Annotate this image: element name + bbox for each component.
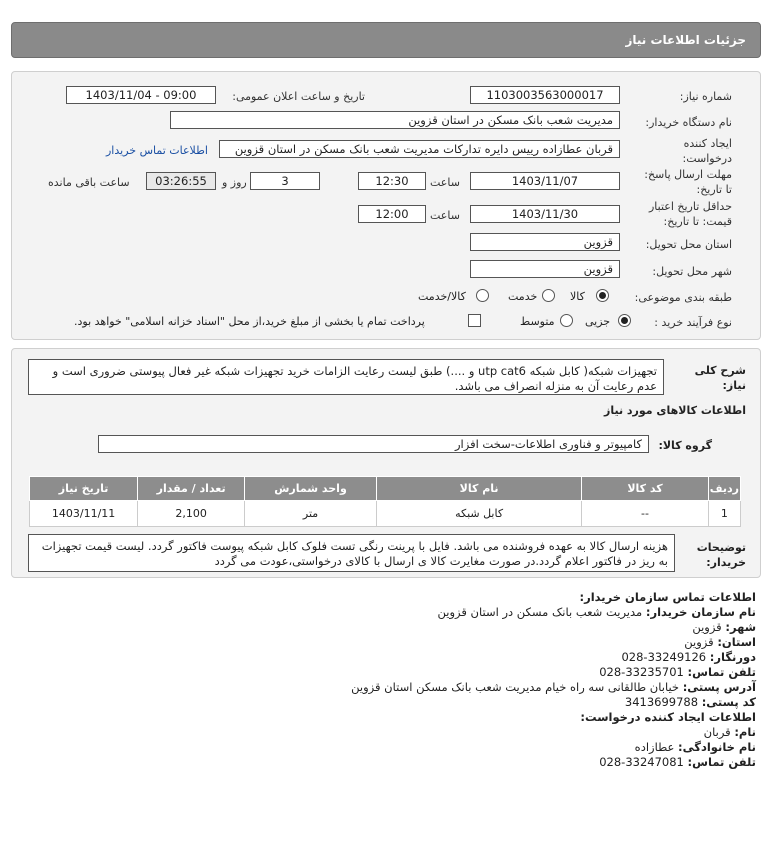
contact-province: استان: قزوین xyxy=(684,635,756,649)
category-goods-service-label: کالا/خدمت xyxy=(418,290,466,303)
goods-info-title: اطلاعات کالاهای مورد نیاز xyxy=(604,404,746,417)
deadline-label-1: مهلت ارسال پاسخ: xyxy=(644,168,732,181)
category-goods-service-radio[interactable] xyxy=(476,289,489,302)
contact-org: نام سازمان خریدار: مدیریت شعب بانک مسکن در استان قزوین xyxy=(437,605,756,619)
announce-field: 1403/11/04 - 09:00 xyxy=(66,86,216,104)
deadline-time-label: ساعت xyxy=(430,176,460,189)
purchase-medium-radio[interactable] xyxy=(560,314,573,327)
creator-name: نام: قربان xyxy=(703,725,756,739)
province-label: استان محل تحویل: xyxy=(645,238,732,251)
contact-city: شهر: قزوین xyxy=(692,620,756,634)
goods-table-header xyxy=(30,477,741,501)
buyer-org-field: مدیریت شعب بانک مسکن در استان قزوین xyxy=(170,111,620,129)
col-unit: واحد شمارش xyxy=(245,477,377,501)
purchase-minor-label: جزیی xyxy=(585,315,611,328)
need-number-field: 1103003563000017 xyxy=(470,86,620,104)
goods-table xyxy=(29,476,741,527)
table-row xyxy=(30,501,741,527)
goods-group-field: کامپیوتر و فناوری اطلاعات-سخت افزار xyxy=(98,435,649,453)
cell-unit: متر xyxy=(245,501,377,527)
validity-date-field: 1403/11/30 xyxy=(470,205,620,223)
buyer-contact-link[interactable]: اطلاعات تماس خریدار xyxy=(106,144,208,157)
col-row-number: ردیف xyxy=(708,477,740,501)
buyer-notes-box: هزینه ارسال کالا به عهده فروشنده می باشد. فایل با پرینت رنگی تست فلوک کابل شبکه پیوست فاکتور گردد. لیست قیمت تجهیزات به ریز در فاکتور اعلام گردد.در صورت مغایرت کالا ی ارسال با کالای درخواستی،عودت می گردد xyxy=(28,534,675,572)
contact-postal: کد پستی: 3413699788 xyxy=(624,695,756,709)
time-remaining-label: ساعت باقی مانده xyxy=(48,176,130,189)
col-goods-name: نام کالا xyxy=(376,477,582,501)
city-label: شهر محل تحویل: xyxy=(652,265,732,278)
city-field: قزوین xyxy=(470,260,620,278)
goods-group-label: گروه کالا: xyxy=(658,439,712,452)
contact-address: آدرس پستی: خیابان طالقانی سه راه خیام مدیریت شعب بانک مسکن استان قزوین xyxy=(351,680,756,694)
buyer-org-label: نام دستگاه خریدار: xyxy=(645,116,732,129)
creator-label-2: درخواست: xyxy=(682,152,732,165)
category-label: طبقه بندی موضوعی: xyxy=(634,291,732,304)
creator-family: نام خانوادگی: عطازاده xyxy=(634,740,756,754)
category-service-label: خدمت xyxy=(508,290,538,303)
validity-time-label: ساعت xyxy=(430,209,460,222)
category-goods-label: کالا xyxy=(570,290,585,303)
page-header xyxy=(11,22,761,58)
summary-label-1: شرح کلی xyxy=(694,364,746,377)
summary-box: تجهیزات شبکه( کابل شبکه utp cat6 و ....) طبق لیست رعایت الزامات خرید تجهیزات شبکه غیر فعال پیوستی ضروری است و عدم رعایت آن به منزله انصراف می باشد. xyxy=(28,359,664,395)
announce-label: تاریخ و ساعت اعلان عمومی: xyxy=(232,90,365,103)
purchase-medium-label: متوسط xyxy=(520,315,555,328)
treasury-payment-note: پرداخت تمام یا بخشی از مبلغ خرید،از محل "اسناد خزانه اسلامی" خواهد بود. xyxy=(74,315,425,328)
cell-goods-code: -- xyxy=(582,501,708,527)
treasury-payment-checkbox[interactable] xyxy=(468,314,481,327)
validity-label-2: قیمت: تا تاریخ: xyxy=(663,215,732,228)
days-remaining-field: 3 xyxy=(250,172,320,190)
contact-fax: دورنگار: 028-33249126 xyxy=(621,650,756,664)
validity-time-field: 12:00 xyxy=(358,205,426,223)
col-quantity: تعداد / مقدار xyxy=(138,477,245,501)
category-service-radio[interactable] xyxy=(542,289,555,302)
validity-label-1: حداقل تاریخ اعتبار xyxy=(648,200,732,213)
time-remaining-field: 03:26:55 xyxy=(146,172,216,190)
cell-quantity: 2,100 xyxy=(138,501,245,527)
summary-label-2: نیاز: xyxy=(722,379,746,392)
need-number-label: شماره نیاز: xyxy=(679,90,732,103)
contact-phone: تلفن تماس: 028-33235701 xyxy=(599,665,756,679)
col-need-date: تاریخ نیاز xyxy=(30,477,138,501)
cell-row-number: 1 xyxy=(708,501,740,527)
deadline-label-2: تا تاریخ: xyxy=(696,183,732,196)
creator-phone: تلفن تماس: 028-33247081 xyxy=(599,755,756,769)
buyer-notes-label-2: خریدار: xyxy=(706,556,746,569)
col-goods-code: کد کالا xyxy=(582,477,708,501)
creator-field: قربان عطازاده رییس دایره تدارکات مدیریت شعب بانک مسکن در استان قزوین xyxy=(219,140,620,158)
days-label: روز و xyxy=(222,176,247,189)
province-field: قزوین xyxy=(470,233,620,251)
contact-title: اطلاعات تماس سازمان خریدار: xyxy=(579,590,756,604)
page-title: جزئیات اطلاعات نیاز xyxy=(625,33,746,47)
deadline-time-field: 12:30 xyxy=(358,172,426,190)
purchase-type-label: نوع فرآیند خرید : xyxy=(654,316,732,329)
cell-goods-name: کابل شبکه xyxy=(376,501,582,527)
purchase-minor-radio[interactable] xyxy=(618,314,631,327)
creator-title: اطلاعات ایجاد کننده درخواست: xyxy=(580,710,756,724)
deadline-date-field: 1403/11/07 xyxy=(470,172,620,190)
cell-need-date: 1403/11/11 xyxy=(30,501,138,527)
creator-label-1: ایجاد کننده xyxy=(683,137,732,150)
buyer-notes-label-1: توضیحات xyxy=(696,541,746,554)
category-goods-radio[interactable] xyxy=(596,289,609,302)
